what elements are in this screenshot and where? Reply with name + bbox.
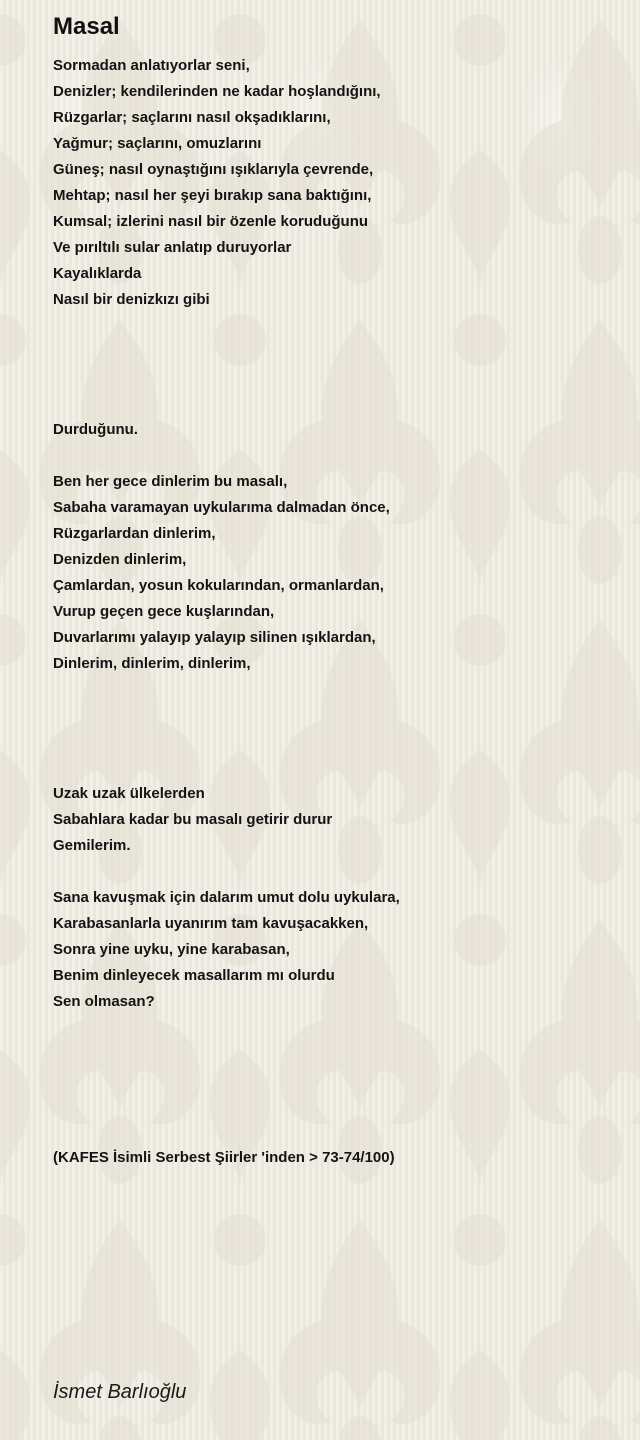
poem-blank-line: [53, 703, 613, 729]
poem-author: İsmet Barlıoğlu: [53, 1381, 187, 1403]
poem-blank-line: [53, 729, 613, 755]
poem-line: Uzak uzak ülkelerden: [53, 785, 205, 802]
poem-line: Sormadan anlatıyorlar seni,: [53, 57, 250, 74]
poem-blank-line: [53, 1041, 613, 1067]
poem-blank-line: [53, 339, 613, 365]
poem-blank-line: [53, 1119, 613, 1145]
poem-line: Karabasanlarla uyanırım tam kavuşacakken,: [53, 915, 369, 932]
poem-title: Masal: [53, 13, 120, 40]
poem-line: Rüzgarlardan dinlerim,: [53, 525, 216, 542]
poem-blank-line: [53, 755, 613, 781]
poem-line: Kumsal; izlerini nasıl bir özenle koruduğunu: [53, 213, 369, 230]
poem-line: Yağmur; saçlarını, omuzlarını: [53, 135, 262, 152]
poem-line: (KAFES İsimli Serbest Şiirler 'inden > 73-74/100): [53, 1149, 395, 1166]
poem-line: Çamlardan, yosun kokularından, ormanlardan,: [53, 577, 384, 594]
poem-line: Ben her gece dinlerim bu masalı,: [53, 473, 288, 490]
poem-line: Denizler; kendilerinden ne kadar hoşlandığını,: [53, 83, 381, 100]
poem-body: [53, 53, 613, 1171]
poem-line: Güneş; nasıl oynaştığını ışıklarıyla çevrende,: [53, 161, 374, 178]
poem-line: Denizden dinlerim,: [53, 551, 187, 568]
poem-line: Sonra yine uyku, yine karabasan,: [53, 941, 290, 958]
poem-line: Dinlerim, dinlerim, dinlerim,: [53, 655, 251, 672]
poem-line: Duvarlarımı yalayıp yalayıp silinen ışıklardan,: [53, 629, 376, 646]
poem-blank-line: [53, 1093, 613, 1119]
poem-blank-line: [53, 859, 613, 885]
poem-blank-line: [53, 391, 613, 417]
poem-line: Benim dinleyecek masallarım mı olurdu: [53, 967, 335, 984]
poem-blank-line: [53, 1015, 613, 1041]
poem-blank-line: [53, 1067, 613, 1093]
poem-line: Durduğunu.: [53, 421, 138, 438]
poem-line: Sabaha varamayan uykularıma dalmadan önce,: [53, 499, 390, 516]
poem-blank-line: [53, 677, 613, 703]
poem-line: Sabahlara kadar bu masalı getirir durur: [53, 811, 333, 828]
poem-line: Mehtap; nasıl her şeyi bırakıp sana baktığını,: [53, 187, 372, 204]
poem-line: Ve pırıltılı sular anlatıp duruyorlar: [53, 239, 292, 256]
poem-line: Kayalıklarda: [53, 265, 142, 282]
poem-line: Gemilerim.: [53, 837, 131, 854]
poem-line: Vurup geçen gece kuşlarından,: [53, 603, 275, 620]
poem-line: Sana kavuşmak için dalarım umut dolu uykulara,: [53, 889, 400, 906]
poem-blank-line: [53, 365, 613, 391]
poem-line: Rüzgarlar; saçlarını nasıl okşadıklarını,: [53, 109, 331, 126]
poem-blank-line: [53, 313, 613, 339]
poem-blank-line: [53, 443, 613, 469]
poem-line: Nasıl bir denizkızı gibi: [53, 291, 210, 308]
poem-line: Sen olmasan?: [53, 993, 155, 1010]
